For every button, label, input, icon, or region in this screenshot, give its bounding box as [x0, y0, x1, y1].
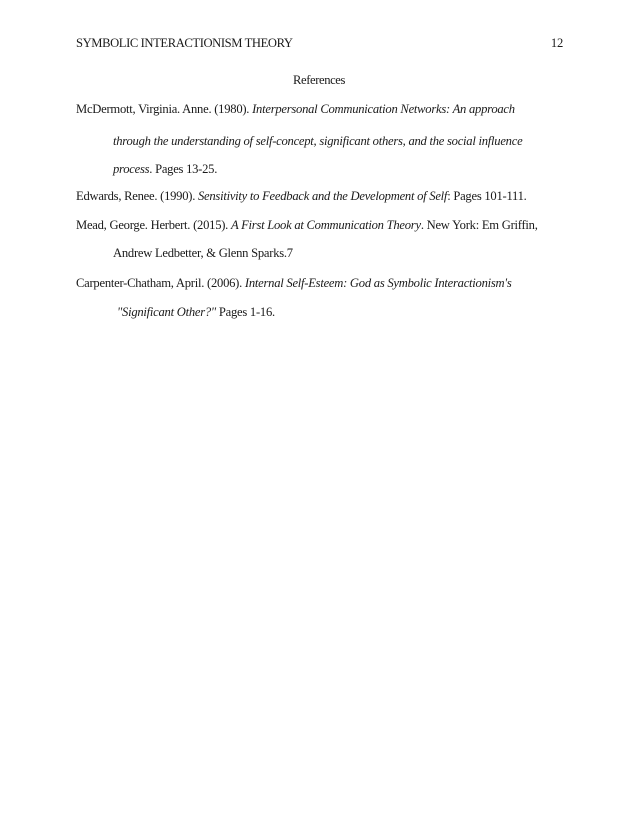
reference-edwards-line-1	[76, 189, 527, 204]
reference-text: Pages 1-16.	[215, 305, 275, 319]
reference-mead-line-2	[113, 246, 293, 261]
reference-text: . Pages 13-25.	[149, 162, 218, 176]
page-number: 12	[550, 36, 563, 50]
reference-carpenter-chatham-line-2	[117, 305, 275, 320]
references-heading: References	[293, 73, 345, 87]
reference-carpenter-chatham-line-1	[76, 276, 511, 291]
reference-title: Internal Self-Esteem: God as Symbolic Interactionism's	[244, 276, 512, 290]
reference-title: Sensitivity to Feedback and the Development of Self	[198, 189, 448, 203]
reference-text: Andrew Ledbetter, & Glenn Sparks.7	[113, 246, 293, 260]
reference-mcdermott-line-1	[76, 102, 515, 117]
reference-text: McDermott, Virginia. Anne. (1980).	[76, 102, 253, 116]
reference-title: through the understanding of self-concept, significant others, and the social influence	[113, 134, 523, 148]
reference-title: process	[113, 162, 150, 176]
running-head: SYMBOLIC INTERACTIONISM THEORY	[76, 36, 293, 50]
reference-mcdermott-line-3	[113, 162, 217, 177]
reference-text: Mead, George. Herbert. (2015).	[76, 218, 231, 232]
reference-title: "Significant Other?"	[117, 305, 216, 319]
reference-mead-line-1	[76, 218, 538, 233]
reference-title: A First Look at Communication Theory	[230, 218, 421, 232]
reference-text: Edwards, Renee. (1990).	[76, 189, 198, 203]
reference-mcdermott-line-2	[113, 134, 522, 149]
reference-text: . New York: Em Griffin,	[420, 218, 538, 232]
reference-text: : Pages 101-111.	[447, 189, 527, 203]
reference-title: Interpersonal Communication Networks: An approach	[252, 102, 515, 116]
reference-text: Carpenter-Chatham, April. (2006).	[76, 276, 245, 290]
